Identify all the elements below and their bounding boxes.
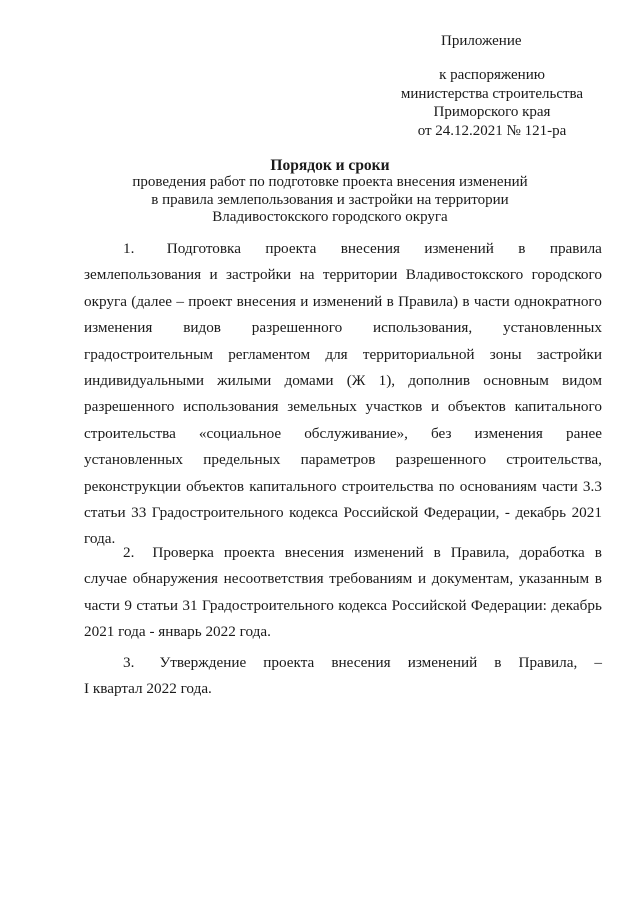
word: внесения bbox=[340, 240, 401, 257]
word: капитального bbox=[514, 398, 602, 416]
word: «социальное bbox=[198, 424, 282, 442]
word: городского bbox=[531, 266, 602, 284]
word: части bbox=[473, 292, 510, 310]
word: внесения bbox=[284, 544, 345, 561]
word: на bbox=[299, 266, 315, 284]
word: разрешенного bbox=[84, 398, 175, 416]
word: использования, bbox=[373, 319, 473, 337]
word: в bbox=[494, 654, 502, 671]
word: Градостроительного bbox=[151, 504, 284, 522]
word: части bbox=[84, 596, 120, 614]
word: видом bbox=[562, 372, 602, 390]
word: домами bbox=[284, 372, 334, 390]
word: проекта bbox=[265, 240, 317, 257]
word: разрешенного bbox=[395, 451, 487, 469]
word: (далее bbox=[131, 292, 172, 310]
word: документам, bbox=[431, 570, 514, 588]
word: в bbox=[594, 544, 602, 561]
word: Федерации: bbox=[470, 596, 547, 614]
word: в bbox=[386, 292, 394, 310]
word: застройки bbox=[226, 266, 292, 284]
word: кодекса bbox=[338, 596, 388, 614]
word: разрешенного bbox=[251, 319, 343, 337]
word: 2021 bbox=[571, 504, 602, 522]
word: правила bbox=[549, 240, 602, 257]
word: территории bbox=[322, 266, 398, 284]
word: Российской bbox=[391, 596, 467, 614]
item-number: 1. bbox=[123, 240, 135, 257]
word: - bbox=[504, 504, 510, 522]
subtitle-line: Владивостокского городского округа bbox=[212, 209, 448, 226]
word: проект bbox=[188, 292, 233, 310]
word: обслуживание», bbox=[304, 424, 408, 442]
document-title: Порядок и сроки bbox=[270, 157, 390, 174]
paragraph-line bbox=[84, 394, 602, 420]
word: регламентом bbox=[228, 345, 311, 363]
word: для bbox=[325, 345, 348, 363]
paragraph-line bbox=[84, 500, 602, 526]
word: части bbox=[541, 477, 578, 495]
word: указанным bbox=[518, 570, 590, 588]
word: земельных bbox=[287, 398, 357, 416]
paragraph-line bbox=[84, 342, 602, 368]
word: по bbox=[438, 477, 455, 495]
word: обнаружения bbox=[132, 570, 218, 588]
word: Проверка bbox=[152, 544, 214, 561]
appendix-label: Приложение bbox=[441, 33, 522, 49]
word: – bbox=[594, 654, 602, 671]
paragraph-line bbox=[84, 566, 602, 592]
paragraph-line bbox=[84, 289, 602, 315]
list-item-3 bbox=[84, 650, 602, 703]
word: Подготовка bbox=[166, 240, 241, 257]
word: Правила) bbox=[398, 292, 459, 310]
word: строительства bbox=[84, 424, 176, 442]
word: в bbox=[462, 292, 470, 310]
paragraph-line bbox=[84, 315, 602, 341]
paragraph-line bbox=[84, 676, 602, 702]
word: Российской bbox=[343, 504, 419, 522]
line-text: I квартал 2022 года. bbox=[84, 680, 212, 698]
paragraph-line bbox=[84, 619, 602, 645]
word: 33 bbox=[131, 504, 147, 522]
word: и bbox=[209, 266, 218, 284]
word: установленных bbox=[84, 451, 183, 469]
word: округа bbox=[84, 292, 127, 310]
word: предельных bbox=[203, 451, 281, 469]
word: жилыми bbox=[217, 372, 272, 390]
word: Правила, bbox=[518, 654, 578, 671]
subtitle-line: в правила землепользования и застройки на территории bbox=[151, 191, 509, 208]
word: дополнив bbox=[408, 372, 471, 390]
list-item-2 bbox=[84, 540, 602, 646]
paragraph-line bbox=[84, 421, 602, 447]
word: объектов bbox=[186, 477, 245, 495]
word: Федерации, bbox=[423, 504, 500, 522]
paragraph-line bbox=[84, 447, 602, 473]
word: без bbox=[431, 424, 452, 442]
document-subtitle bbox=[60, 174, 600, 227]
list-item-1 bbox=[84, 236, 602, 553]
word: изменений bbox=[424, 240, 494, 257]
word: Утверждение bbox=[159, 654, 247, 671]
word: установленных bbox=[502, 319, 602, 337]
word: статьи bbox=[84, 504, 126, 522]
word: участков bbox=[365, 398, 423, 416]
word: землепользования bbox=[84, 266, 202, 284]
appendix-line: к распоряжению bbox=[439, 67, 545, 83]
word: изменений bbox=[312, 292, 383, 310]
word: изменения bbox=[84, 319, 153, 337]
word: проекта bbox=[223, 544, 275, 561]
word: (Ж bbox=[346, 372, 366, 390]
subtitle-line: проведения работ по подготовке проекта внесения изменений bbox=[132, 174, 528, 190]
word: территориальной bbox=[362, 345, 475, 363]
paragraph-line bbox=[84, 262, 602, 288]
word: кодекса bbox=[289, 504, 338, 522]
word: 3.3 bbox=[582, 477, 602, 495]
word: строительства bbox=[341, 477, 434, 495]
word: изменения bbox=[474, 424, 543, 442]
paragraph-line bbox=[84, 236, 602, 262]
word: в bbox=[433, 544, 441, 561]
appendix-line: Приморского края bbox=[433, 104, 551, 120]
word: несоответствия bbox=[223, 570, 324, 588]
word: строительства, bbox=[506, 451, 602, 469]
word: Владивостокского bbox=[405, 266, 524, 284]
word: статьи bbox=[136, 596, 178, 614]
word: капитального bbox=[249, 477, 337, 495]
line-text: 2021 года - январь 2022 года. bbox=[84, 623, 271, 641]
word: и bbox=[417, 570, 427, 588]
word: в bbox=[518, 240, 526, 257]
word: изменений bbox=[354, 544, 424, 561]
paragraph-line bbox=[84, 540, 602, 566]
paragraph-line bbox=[84, 650, 602, 676]
word: – bbox=[176, 292, 184, 310]
word: проекта bbox=[263, 654, 315, 671]
appendix-line: министерства строительства bbox=[400, 85, 584, 102]
word: однократного bbox=[514, 292, 602, 310]
word: основным bbox=[483, 372, 549, 390]
word: 9 bbox=[124, 596, 132, 614]
word: параметров bbox=[300, 451, 376, 469]
appendix-line: от 24.12.2021 № 121-ра bbox=[417, 122, 567, 139]
word: ранее bbox=[565, 424, 602, 442]
word: градостроительным bbox=[84, 345, 213, 363]
word: и bbox=[431, 398, 440, 416]
item-number: 2. bbox=[123, 544, 135, 561]
word: застройки bbox=[536, 345, 602, 363]
word: декабрь bbox=[551, 596, 602, 614]
word: использования bbox=[183, 398, 279, 416]
word: изменений bbox=[407, 654, 478, 671]
word: декабрь bbox=[515, 504, 567, 522]
line-text: года. bbox=[84, 530, 116, 548]
word: видов bbox=[183, 319, 221, 337]
word: в bbox=[594, 570, 602, 588]
word: и bbox=[300, 292, 309, 310]
word: Градостроительного bbox=[202, 596, 334, 614]
word: основаниям bbox=[459, 477, 537, 495]
word: зоны bbox=[489, 345, 522, 363]
word: объектов bbox=[447, 398, 506, 416]
word: требованиям bbox=[329, 570, 413, 588]
paragraph-line bbox=[84, 474, 602, 500]
word: индивидуальными bbox=[84, 372, 204, 390]
word: 31 bbox=[182, 596, 198, 614]
paragraph-line bbox=[84, 593, 602, 619]
paragraph-line bbox=[84, 368, 602, 394]
word: реконструкции bbox=[84, 477, 181, 495]
word: доработка bbox=[519, 544, 585, 561]
word: 1), bbox=[378, 372, 396, 390]
word: внесения bbox=[331, 654, 391, 671]
word: Правила, bbox=[450, 544, 510, 561]
item-number: 3. bbox=[123, 654, 135, 671]
word: внесения bbox=[236, 292, 296, 310]
word: случае bbox=[84, 570, 128, 588]
appendix-reference bbox=[372, 66, 612, 140]
